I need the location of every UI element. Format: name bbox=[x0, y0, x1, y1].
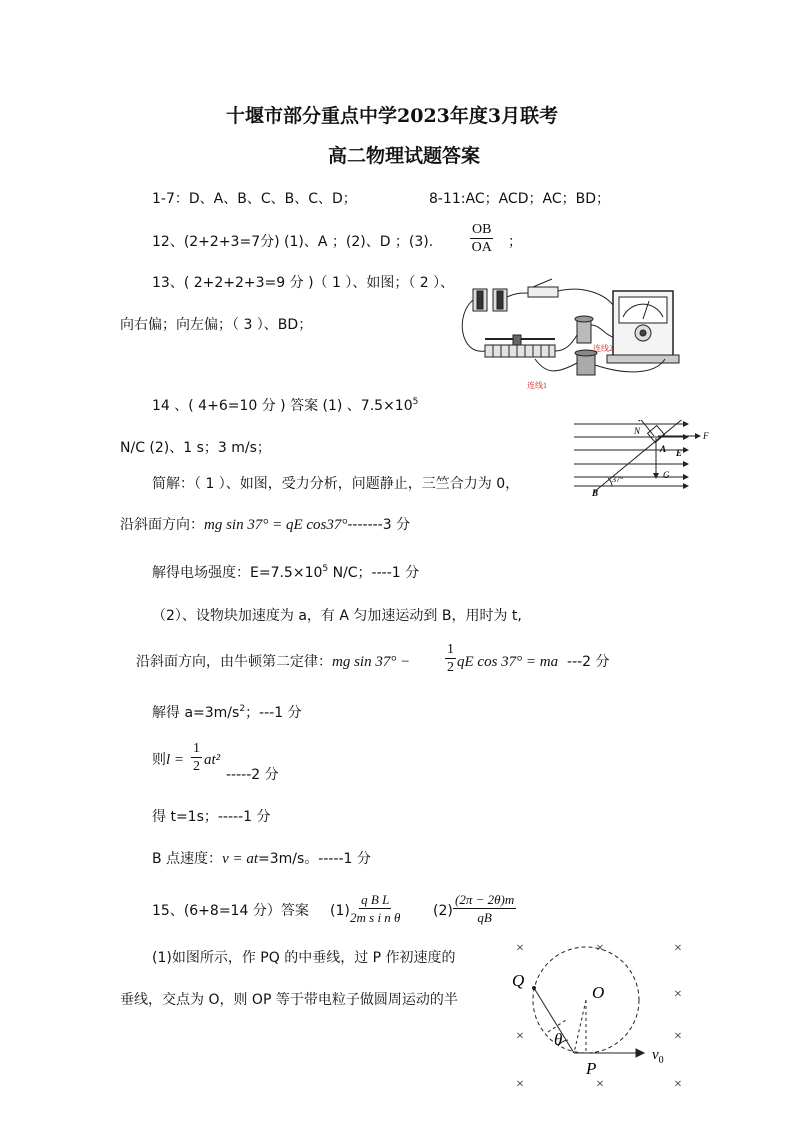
answers-1-7: 1-7：D、A、B、C、B、C、D； bbox=[152, 191, 357, 207]
q14-solution-3 bbox=[152, 563, 419, 583]
q14-s7-fraction bbox=[191, 740, 202, 775]
label-G: G bbox=[663, 470, 670, 480]
q15-fraction-1 bbox=[350, 891, 400, 926]
circuit-diagram bbox=[455, 275, 680, 395]
q14-s5-b: qE cos 37° = ma bbox=[457, 654, 559, 670]
q14-s2-eq: mg sin 37° = qE cos37° bbox=[204, 517, 348, 533]
q14-s9-post: =3m/s。-----1 分 bbox=[258, 851, 371, 867]
q14-s7-r: at² bbox=[204, 752, 221, 768]
q14-solution-7-pre bbox=[152, 750, 184, 770]
answers-8-11: 8-11:AC；ACD；AC；BD； bbox=[429, 191, 610, 207]
page-title: 十堰市部分重点中学2023年度3月联考 bbox=[226, 105, 559, 127]
q14-s9-pre: B 点速度： bbox=[152, 851, 223, 867]
q14-s5-pre: 沿斜面方向，由牛顿第二定律： bbox=[136, 654, 332, 670]
page-subtitle: 高二物理试题答案 bbox=[328, 145, 481, 167]
q15-fraction-2 bbox=[453, 891, 516, 926]
label-O: O bbox=[592, 983, 605, 1002]
q14-s6-pre: 解得 a=3m/s bbox=[152, 705, 240, 721]
q14-s5-post: ---2 分 bbox=[567, 654, 610, 670]
q14-s7-pre: 则 bbox=[152, 752, 166, 768]
coil-small bbox=[577, 319, 591, 343]
q14-s6-exp: 2 bbox=[239, 704, 246, 714]
q13-line2: 向右偏；向左偏；（ 3 ）、BD； bbox=[120, 317, 313, 333]
q12-end: ； bbox=[508, 234, 522, 250]
q14-answer: 14 、( 4+6=10 分 ) 答案 (1) 、7.5×10 bbox=[152, 398, 413, 414]
q14-line2: N/C (2)、1 s；3 m/s； bbox=[120, 440, 271, 456]
label-theta: θ bbox=[554, 1030, 563, 1049]
q15-f1-num: q B L bbox=[361, 892, 390, 907]
svg-text:×: × bbox=[674, 1077, 682, 1092]
q12-num: OB bbox=[472, 222, 492, 237]
wire-label-2: 连线2 bbox=[593, 344, 613, 353]
q14-solution-1: 简解：（ 1 ）、如图，受力分析，问题静止，三竺合力为 0， bbox=[152, 476, 520, 492]
svg-text:×: × bbox=[674, 941, 682, 956]
label-P: P bbox=[586, 1059, 597, 1078]
q14-s3-post: N/C；----1 分 bbox=[328, 565, 420, 581]
q15-p1: (1) bbox=[330, 903, 350, 919]
q14-s5-a: mg sin 37° − bbox=[332, 654, 411, 670]
q13-line1: 13、( 2+2+2+3=9 分 )（ 1 ）、如图；（ 2 ）、 bbox=[152, 275, 455, 291]
q12-fraction bbox=[470, 221, 493, 256]
svg-text:×: × bbox=[674, 1029, 682, 1044]
q14-s2-pre: 沿斜面方向： bbox=[120, 517, 204, 533]
q14-solution-6 bbox=[152, 703, 302, 723]
q12-text: 12、(2+2+3=7分) (1)、A ；(2)、D ；(3). bbox=[152, 234, 434, 250]
q14-s7-l: l = bbox=[166, 752, 185, 768]
q14-s2-post: -------3 分 bbox=[347, 517, 411, 533]
label-angle: 37° bbox=[612, 475, 624, 484]
q12-den: OA bbox=[471, 240, 492, 255]
q14-exp: 5 bbox=[412, 397, 419, 407]
svg-text:×: × bbox=[516, 941, 524, 956]
q15-pre: 15、(6+8=14 分）答案 bbox=[152, 903, 309, 919]
svg-text:×: × bbox=[596, 1077, 604, 1092]
switch bbox=[528, 287, 558, 297]
q14-s9-eq: v = at bbox=[222, 851, 259, 867]
point-Q bbox=[532, 986, 536, 990]
svg-text:×: × bbox=[516, 1029, 524, 1044]
incline-force-diagram bbox=[568, 420, 718, 502]
q15-solution-1: (1)如图所示，作 PQ 的中垂线，过 P 作初速度的 bbox=[152, 950, 456, 966]
q15-f2-den: qB bbox=[477, 910, 492, 925]
q14-solution-5 bbox=[136, 652, 410, 672]
q14-s7-num: 1 bbox=[193, 741, 200, 756]
label-A: A bbox=[660, 444, 667, 454]
q14-line1 bbox=[152, 396, 418, 416]
q15-p2: (2) bbox=[433, 903, 453, 919]
q15-f1-den: 2m s i n θ bbox=[350, 910, 401, 925]
q14-s7-post: -----2 分 bbox=[226, 767, 279, 783]
rheostat bbox=[485, 345, 555, 357]
label-B: B bbox=[592, 488, 599, 498]
q14-s6-post: ；---1 分 bbox=[245, 705, 302, 721]
q14-s5-fraction bbox=[445, 641, 456, 676]
q15-f2-num: (2π − 2θ)m bbox=[455, 892, 515, 907]
q14-s3-pre: 解得电场强度：E=7.5×10 bbox=[152, 565, 323, 581]
magnetic-field-diagram bbox=[508, 928, 694, 1092]
q14-solution-2 bbox=[120, 515, 410, 535]
wire-label-1: 连线1 bbox=[527, 381, 547, 390]
q14-s5-den: 2 bbox=[447, 660, 454, 675]
q14-solution-9 bbox=[152, 849, 371, 869]
cross-marks bbox=[516, 941, 682, 1092]
label-E: E bbox=[676, 448, 683, 458]
radius-OP bbox=[574, 1000, 586, 1053]
q15-solution-2: 垂线，交点为 O，则 OP 等于带电粒子做圆周运动的半 bbox=[120, 992, 458, 1008]
q14-s3-exp: 5 bbox=[322, 564, 329, 574]
svg-text:×: × bbox=[516, 1077, 524, 1092]
svg-text:×: × bbox=[674, 987, 682, 1002]
q14-s5-num: 1 bbox=[447, 642, 454, 657]
label-N: N bbox=[634, 426, 641, 436]
q14-solution-4: （2）、设物块加速度为 a，有 A 匀加速运动到 B，用时为 t, bbox=[152, 608, 522, 624]
svg-text:×: × bbox=[596, 941, 604, 956]
q14-s7-den: 2 bbox=[193, 759, 200, 774]
q14-solution-5b bbox=[457, 652, 610, 672]
label-Q: Q bbox=[512, 971, 525, 990]
label-F: F bbox=[703, 431, 709, 441]
q14-solution-8: 得 t=1s；-----1 分 bbox=[152, 809, 271, 825]
label-v: $v_0$ bbox=[652, 1047, 664, 1066]
